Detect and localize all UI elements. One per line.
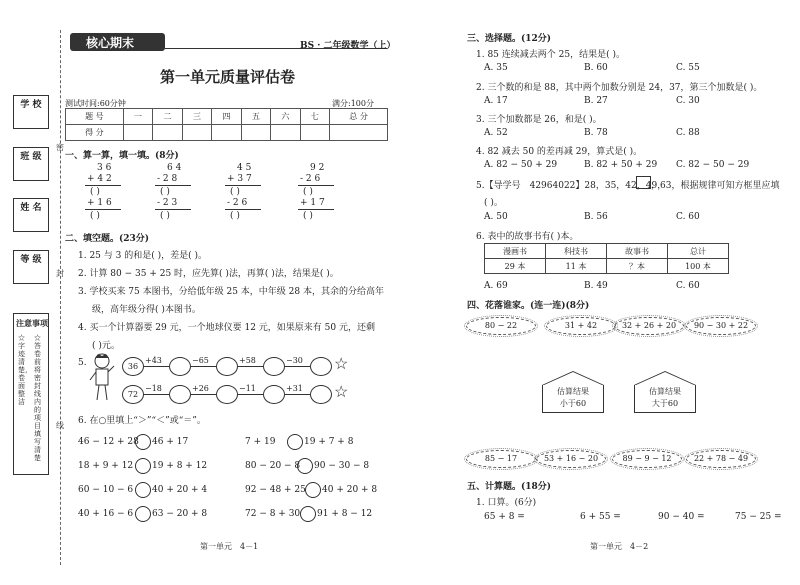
s2-q4a: 4. 买一个计算器要 29 元，一个地球仪要 12 元，如果原来有 50 元，还剩 [78,323,375,333]
cmp-left: 40 + 16 − 6 [78,509,134,519]
cmp-circle[interactable] [287,434,303,450]
score-cell[interactable] [271,125,300,141]
grade-label: 等 级 [20,255,42,265]
s3-q1: 1. 85 连续减去两个 25，结果是( )。 [476,50,625,60]
flower-bottom[interactable]: 53 + 16 − 20 [536,450,606,468]
footer-left: 第一单元 4－1 [200,542,259,551]
col3-r1: 4 5 [237,163,252,173]
s3-q5b: ，63，根据规律可知方框里应填 [651,181,780,191]
cmp-circle[interactable] [305,482,321,498]
chain1-star-icon[interactable]: ☆ [334,354,349,373]
col4-r3[interactable]: ( ) [303,187,313,197]
chain1-blank-4[interactable] [310,357,332,376]
flower-bottom[interactable]: 85 − 17 [466,450,536,468]
s3-q2-a[interactable]: A. 17 [484,96,508,106]
brand-logo: 核心期末 [86,36,135,50]
cmp-circle[interactable] [135,482,151,498]
chain1-op-1: +43 [145,356,162,365]
s3-q4-c[interactable]: C. 82 − 50 − 29 [676,160,750,170]
chain2-op-1: −18 [145,384,162,393]
chain1-op-4: −30 [286,356,303,365]
chain2-arrow-2 [190,394,216,395]
s2-q3b: 级，高年级分得( )本图书。 [92,305,201,315]
books-head: 科技书 [546,244,607,259]
col1-r1: 3 6 [97,163,112,173]
score-cell[interactable] [330,125,388,141]
score-cell[interactable] [300,125,329,141]
chain1-arrow-4 [284,366,310,367]
col2-r5[interactable]: ( ) [160,211,170,221]
s3-q2-c[interactable]: C. 30 [676,96,700,106]
cmp-right: 40 + 20 + 4 [152,485,208,495]
col4-r5[interactable]: ( ) [303,211,313,221]
seal-char-mi: 密 [56,143,64,152]
col1-r3[interactable]: ( ) [90,187,100,197]
score-head: 四 [212,109,241,125]
col3-line1 [225,185,261,186]
score-head: 七 [300,109,329,125]
chain1-start: 36 [122,357,144,376]
books-cell: 29 本 [485,259,546,274]
chain1-blank-2[interactable] [216,357,238,376]
col4-r1: 9 2 [310,163,325,173]
class-label: 班 级 [20,152,42,162]
col3-r5[interactable]: ( ) [230,211,240,221]
chain2-blank-3[interactable] [263,385,285,404]
score-cell[interactable] [241,125,270,141]
col4-r2: - 2 6 [300,174,321,184]
cmp-right: 90 − 30 − 8 [314,461,370,471]
house1-line2: 小于60 [559,399,587,408]
col2-line2 [155,209,191,210]
s3-q6-c[interactable]: C. 60 [676,281,700,291]
chain2-star-icon[interactable]: ☆ [334,382,349,401]
seal-char-feng: 封 [56,269,64,278]
flower-bottom[interactable]: 89 − 9 − 12 [612,450,682,468]
s3-q3-c[interactable]: C. 88 [676,128,700,138]
chain2-op-4: +31 [286,384,303,393]
oral-calc[interactable]: 75 − 25 = [735,512,782,522]
s3-q5-a[interactable]: A. 50 [484,212,508,222]
page-title: 第一单元质量评估卷 [160,68,296,86]
cmp-left: 80 − 20 − 8 [245,461,301,471]
flower-top[interactable]: 31 + 42 [546,317,616,335]
cmp-left: 60 − 10 − 6 [78,485,134,495]
score-table [65,108,388,141]
score-head: 一 [123,109,152,125]
cmp-left: 7 + 19 [245,437,276,447]
section-4-title: 四、花落谁家。(连一连)(8分) [467,301,590,311]
section-2-title: 二、填空题。(23分) [65,234,150,244]
course-label: BS · 二年级数学（上） [300,41,396,51]
s3-q4: 4. 82 减去 50 的差再减 29，算式是( )。 [476,147,643,157]
s3-q4-a[interactable]: A. 82 − 50 + 29 [484,160,558,170]
col2-r1: 6 4 [167,163,182,173]
score-head: 题 号 [66,109,124,125]
chain2-arrow-3 [237,394,263,395]
col2-r4: - 2 3 [157,198,178,208]
books-head: 故事书 [607,244,668,259]
s2-q1: 1. 25 与 3 的和是( )，差是( )。 [78,251,207,261]
answer-box[interactable] [636,176,651,189]
s3-q5a: 5.【导学号 42964022】28，35，42，49， [476,181,667,191]
s2-q6: 6. 在○里填上“＞”“＜”或“＝”。 [78,416,206,426]
seal-char-xian: 线 [56,421,64,430]
boy-illustration [88,352,116,404]
s3-q6-a[interactable]: A. 69 [484,281,508,291]
col1-r2: + 4 2 [87,174,112,184]
seal-line [60,30,61,565]
books-head: 总计 [668,244,729,259]
section-5-title: 五、计算题。(18分) [467,482,552,492]
house1-line1: 估算结果 [557,387,589,396]
chain1-arrow-2 [190,366,216,367]
s2-q2: 2. 计算 80 − 35 + 25 时，应先算( )法，再算( )法，结果是( )。 [78,269,339,279]
school-label: 学 校 [20,100,42,110]
s3-q2: 2. 三个数的和是 88，其中两个加数分别是 24，37，第三个加数是( )。 [476,83,763,93]
chain2-op-2: +26 [192,384,209,393]
chain1-arrow-1 [143,366,169,367]
chain2-blank-2[interactable] [216,385,238,404]
col2-line1 [155,185,191,186]
score-head: 总 分 [330,109,388,125]
s2-q3a: 3. 学校买来 75 本图书，分给低年级 25 本，中年级 28 本，其余的分给高年 [78,287,384,297]
chain2-start: 72 [122,385,144,404]
score-cell[interactable] [153,125,182,141]
flower-top[interactable]: 32 + 26 + 20 [614,317,684,335]
s3-q3-a[interactable]: A. 52 [484,128,508,138]
section-1-title: 一、算一算，填一填。(8分) [65,151,179,161]
col4-line1 [298,185,334,186]
col4-r4: + 1 7 [300,198,325,208]
col1-line1 [85,185,121,186]
books-cell: 100 本 [668,259,729,274]
house2-line1: 估算结果 [649,387,681,396]
score-head: 三 [182,109,211,125]
chain1-arrow-3 [237,366,263,367]
cmp-circle[interactable] [297,458,313,474]
cmp-circle[interactable] [300,506,316,522]
oral-calc[interactable]: 65 + 8 = [484,512,525,522]
s3-q1-a[interactable]: A. 35 [484,63,508,73]
chain2-blank-4[interactable] [310,385,332,404]
col2-r2: - 2 8 [157,174,178,184]
house-greater-than-60[interactable] [634,371,696,413]
books-cell: ？本 [607,259,668,274]
col3-r4: - 2 6 [227,198,248,208]
chain1-blank-1[interactable] [169,357,191,376]
s3-q6-b[interactable]: B. 49 [584,281,608,291]
notice-line-1: ☆ 答卷前将密封线内的项目填写清楚 [34,334,41,462]
cmp-left: 72 − 8 + 30 [245,509,301,519]
chain2-arrow-4 [284,394,310,395]
cmp-right: 46 + 17 [152,437,189,447]
s3-q5c: ( )。 [484,198,503,208]
chain1-op-2: −65 [192,356,209,365]
cmp-right: 19 + 8 + 12 [152,461,208,471]
cmp-left: 92 − 48 + 25 [245,485,306,495]
flower-bottom[interactable]: 22 + 78 − 49 [686,450,756,468]
s3-q3-b[interactable]: B. 78 [584,128,608,138]
chain2-blank-1[interactable] [169,385,191,404]
books-cell: 11 本 [546,259,607,274]
chain2-op-3: −11 [239,384,256,393]
cmp-right: 63 − 20 + 8 [152,509,208,519]
flower-top[interactable]: 90 − 30 + 22 [686,317,756,335]
col4-line2 [298,209,334,210]
cmp-right: 91 + 8 − 12 [317,509,373,519]
cmp-right: 19 + 7 + 8 [304,437,354,447]
name-label: 姓 名 [20,203,42,213]
s3-q3: 3. 三个加数都是 26，和是( )。 [476,115,602,125]
chain1-op-3: +58 [239,356,256,365]
section-3-title: 三、选择题。(12分) [467,34,552,44]
cmp-circle[interactable] [135,434,151,450]
s3-q5-b[interactable]: B. 56 [584,212,608,222]
cmp-left: 18 + 9 + 12 [78,461,134,471]
cmp-circle[interactable] [135,458,151,474]
score-row-label: 得 分 [66,125,124,141]
full-score: 满分:100分 [332,99,374,108]
s5-sub1: 1. 口算。(6分) [476,498,537,508]
col1-r5[interactable]: ( ) [90,211,100,221]
score-head: 六 [271,109,300,125]
house-less-than-60[interactable] [542,371,604,413]
s3-q5-c[interactable]: C. 60 [676,212,700,222]
s3-q1-c[interactable]: C. 55 [676,63,700,73]
col1-r4: + 1 6 [87,198,112,208]
score-cell[interactable] [123,125,152,141]
col3-r2: + 3 7 [227,174,252,184]
house2-line2: 大于60 [651,399,679,408]
notice-line-2: ☆ 字迹清楚，卷面整洁 [18,334,32,406]
books-table [484,243,729,274]
s3-q1-b[interactable]: B. 60 [584,63,608,73]
s2-q5: 5. [78,358,87,368]
oral-calc[interactable]: 90 − 40 = [658,512,705,522]
flower-top[interactable]: 80 − 22 [466,317,536,335]
s3-q2-b[interactable]: B. 27 [584,96,608,106]
cmp-right: 40 + 20 + 8 [322,485,378,495]
s2-q4b: ( )元。 [92,341,120,351]
chain2-arrow-1 [143,394,169,395]
oral-calc[interactable]: 6 + 55 = [580,512,621,522]
col1-line2 [85,209,121,210]
s3-q4-b[interactable]: B. 82 + 50 + 29 [584,160,658,170]
test-time: 测试时间:60分钟 [65,99,126,108]
cmp-left: 46 − 12 + 28 [78,437,139,447]
books-head: 漫画书 [485,244,546,259]
col2-r3[interactable]: ( ) [160,187,170,197]
cmp-circle[interactable] [135,506,151,522]
col3-line2 [225,209,261,210]
score-head: 二 [153,109,182,125]
score-cell[interactable] [182,125,211,141]
score-cell[interactable] [212,125,241,141]
score-head: 五 [241,109,270,125]
s3-q6: 6. 表中的故事书有( )本。 [476,232,579,242]
col3-r3[interactable]: ( ) [230,187,240,197]
footer-right: 第一单元 4－2 [590,542,649,551]
notice-title: 注意事项 [16,318,48,328]
chain1-blank-3[interactable] [263,357,285,376]
